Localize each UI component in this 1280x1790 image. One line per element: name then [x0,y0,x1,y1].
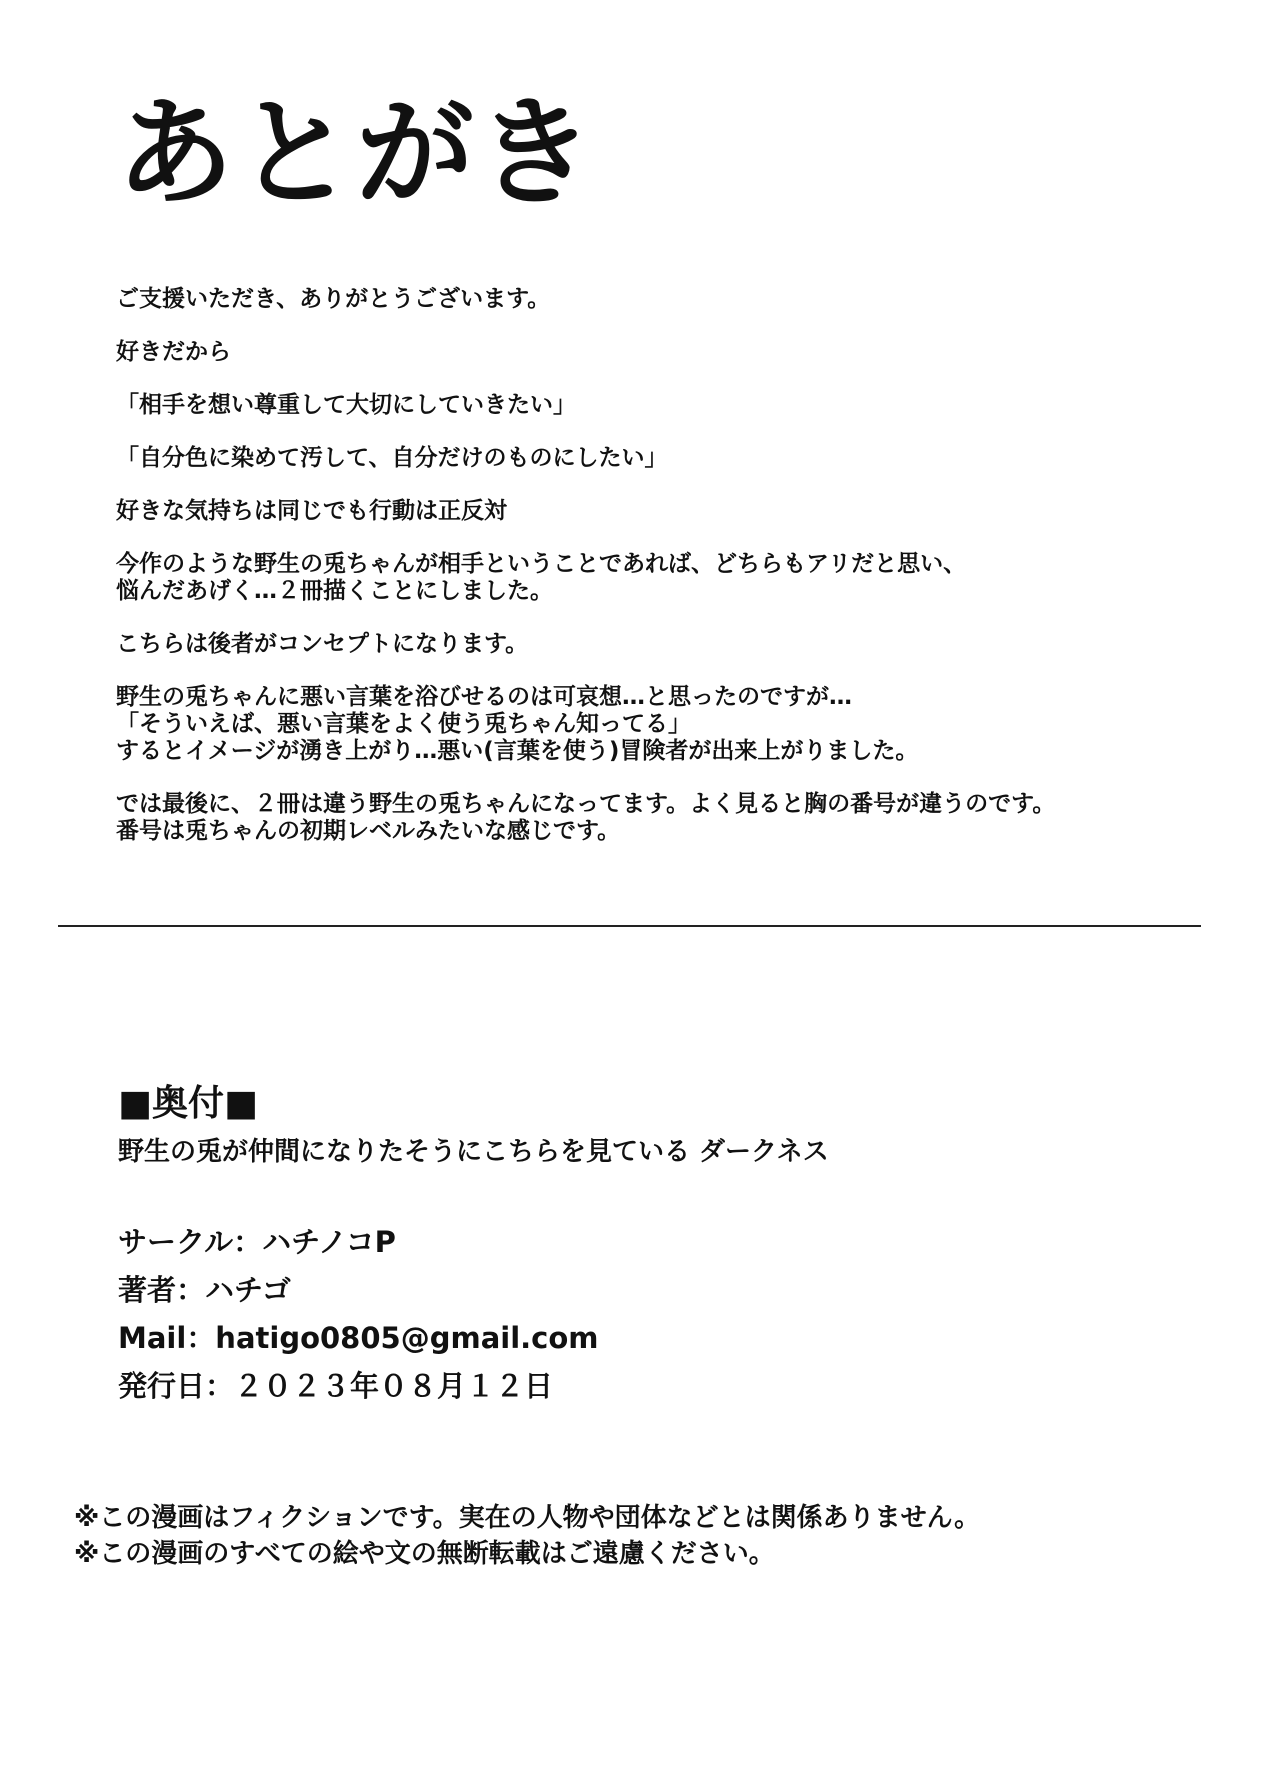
afterword-line: こちらは後者がコンセプトになります。 [116,631,529,657]
release-date: 発行日：２０２３年０８月１２日 [118,1369,554,1403]
afterword-line: 好きだから [116,339,231,365]
afterword-line: 野生の兎ちゃんに悪い言葉を浴びせるのは可哀想…と思ったのですが… [116,684,852,710]
section-divider [58,925,1201,927]
afterword-body [116,286,1226,871]
contact-email: Mail：hatigo0805@gmail.com [118,1321,599,1355]
author-name: 著者：ハチゴ [118,1273,291,1307]
afterword-paragraph [116,392,1226,419]
afterword-line: 今作のような野生の兎ちゃんが相手ということであれば、どちらもアリだと思い、 [116,551,967,577]
book-title: 野生の兎が仲間になりたそうにこちらを見ている ダークネス [118,1137,829,1167]
afterword-line: するとイメージが湧き上がり…悪い(言葉を使う)冒険者が出来上がりました。 [116,738,919,764]
afterword-line: 「そういえば、悪い言葉をよく使う兎ちゃん知ってる」 [116,711,691,737]
afterword-paragraph [116,791,1226,845]
fiction-disclaimer: ※この漫画はフィクションです。実在の人物や団体などとは関係ありません。 [74,1503,981,1533]
afterword-paragraph [116,445,1226,472]
afterword-title: あとがき [116,84,597,222]
afterword-line: では最後に、２冊は違う野生の兎ちゃんになってます。よく見ると胸の番号が違うのです。 [116,791,1056,817]
afterword-paragraph [116,339,1226,366]
reprint-disclaimer: ※この漫画のすべての絵や文の無断転載はご遠慮ください。 [74,1539,775,1569]
colophon-heading: ■奥付■ [118,1083,259,1124]
afterword-line: 「自分色に染めて汚して、自分だけのものにしたい」 [116,445,668,471]
afterword-paragraph [116,498,1226,525]
afterword-line: 好きな気持ちは同じでも行動は正反対 [116,498,507,524]
afterword-line: 悩んだあげく…２冊描くことにしました。 [116,578,553,604]
afterword-line: 番号は兎ちゃんの初期レベルみたいな感じです。 [116,818,621,844]
afterword-line: 「相手を想い尊重して大切にしていきたい」 [116,392,576,418]
afterword-paragraph [116,631,1226,658]
afterword-line: ご支援いただき、ありがとうございます。 [116,286,551,312]
colophon-info [118,1218,599,1410]
afterword-paragraph [116,551,1226,605]
disclaimer-notes [74,1500,980,1572]
circle-name: サークル：ハチノコP [118,1225,396,1259]
afterword-paragraph [116,684,1226,765]
afterword-paragraph [116,286,1226,313]
